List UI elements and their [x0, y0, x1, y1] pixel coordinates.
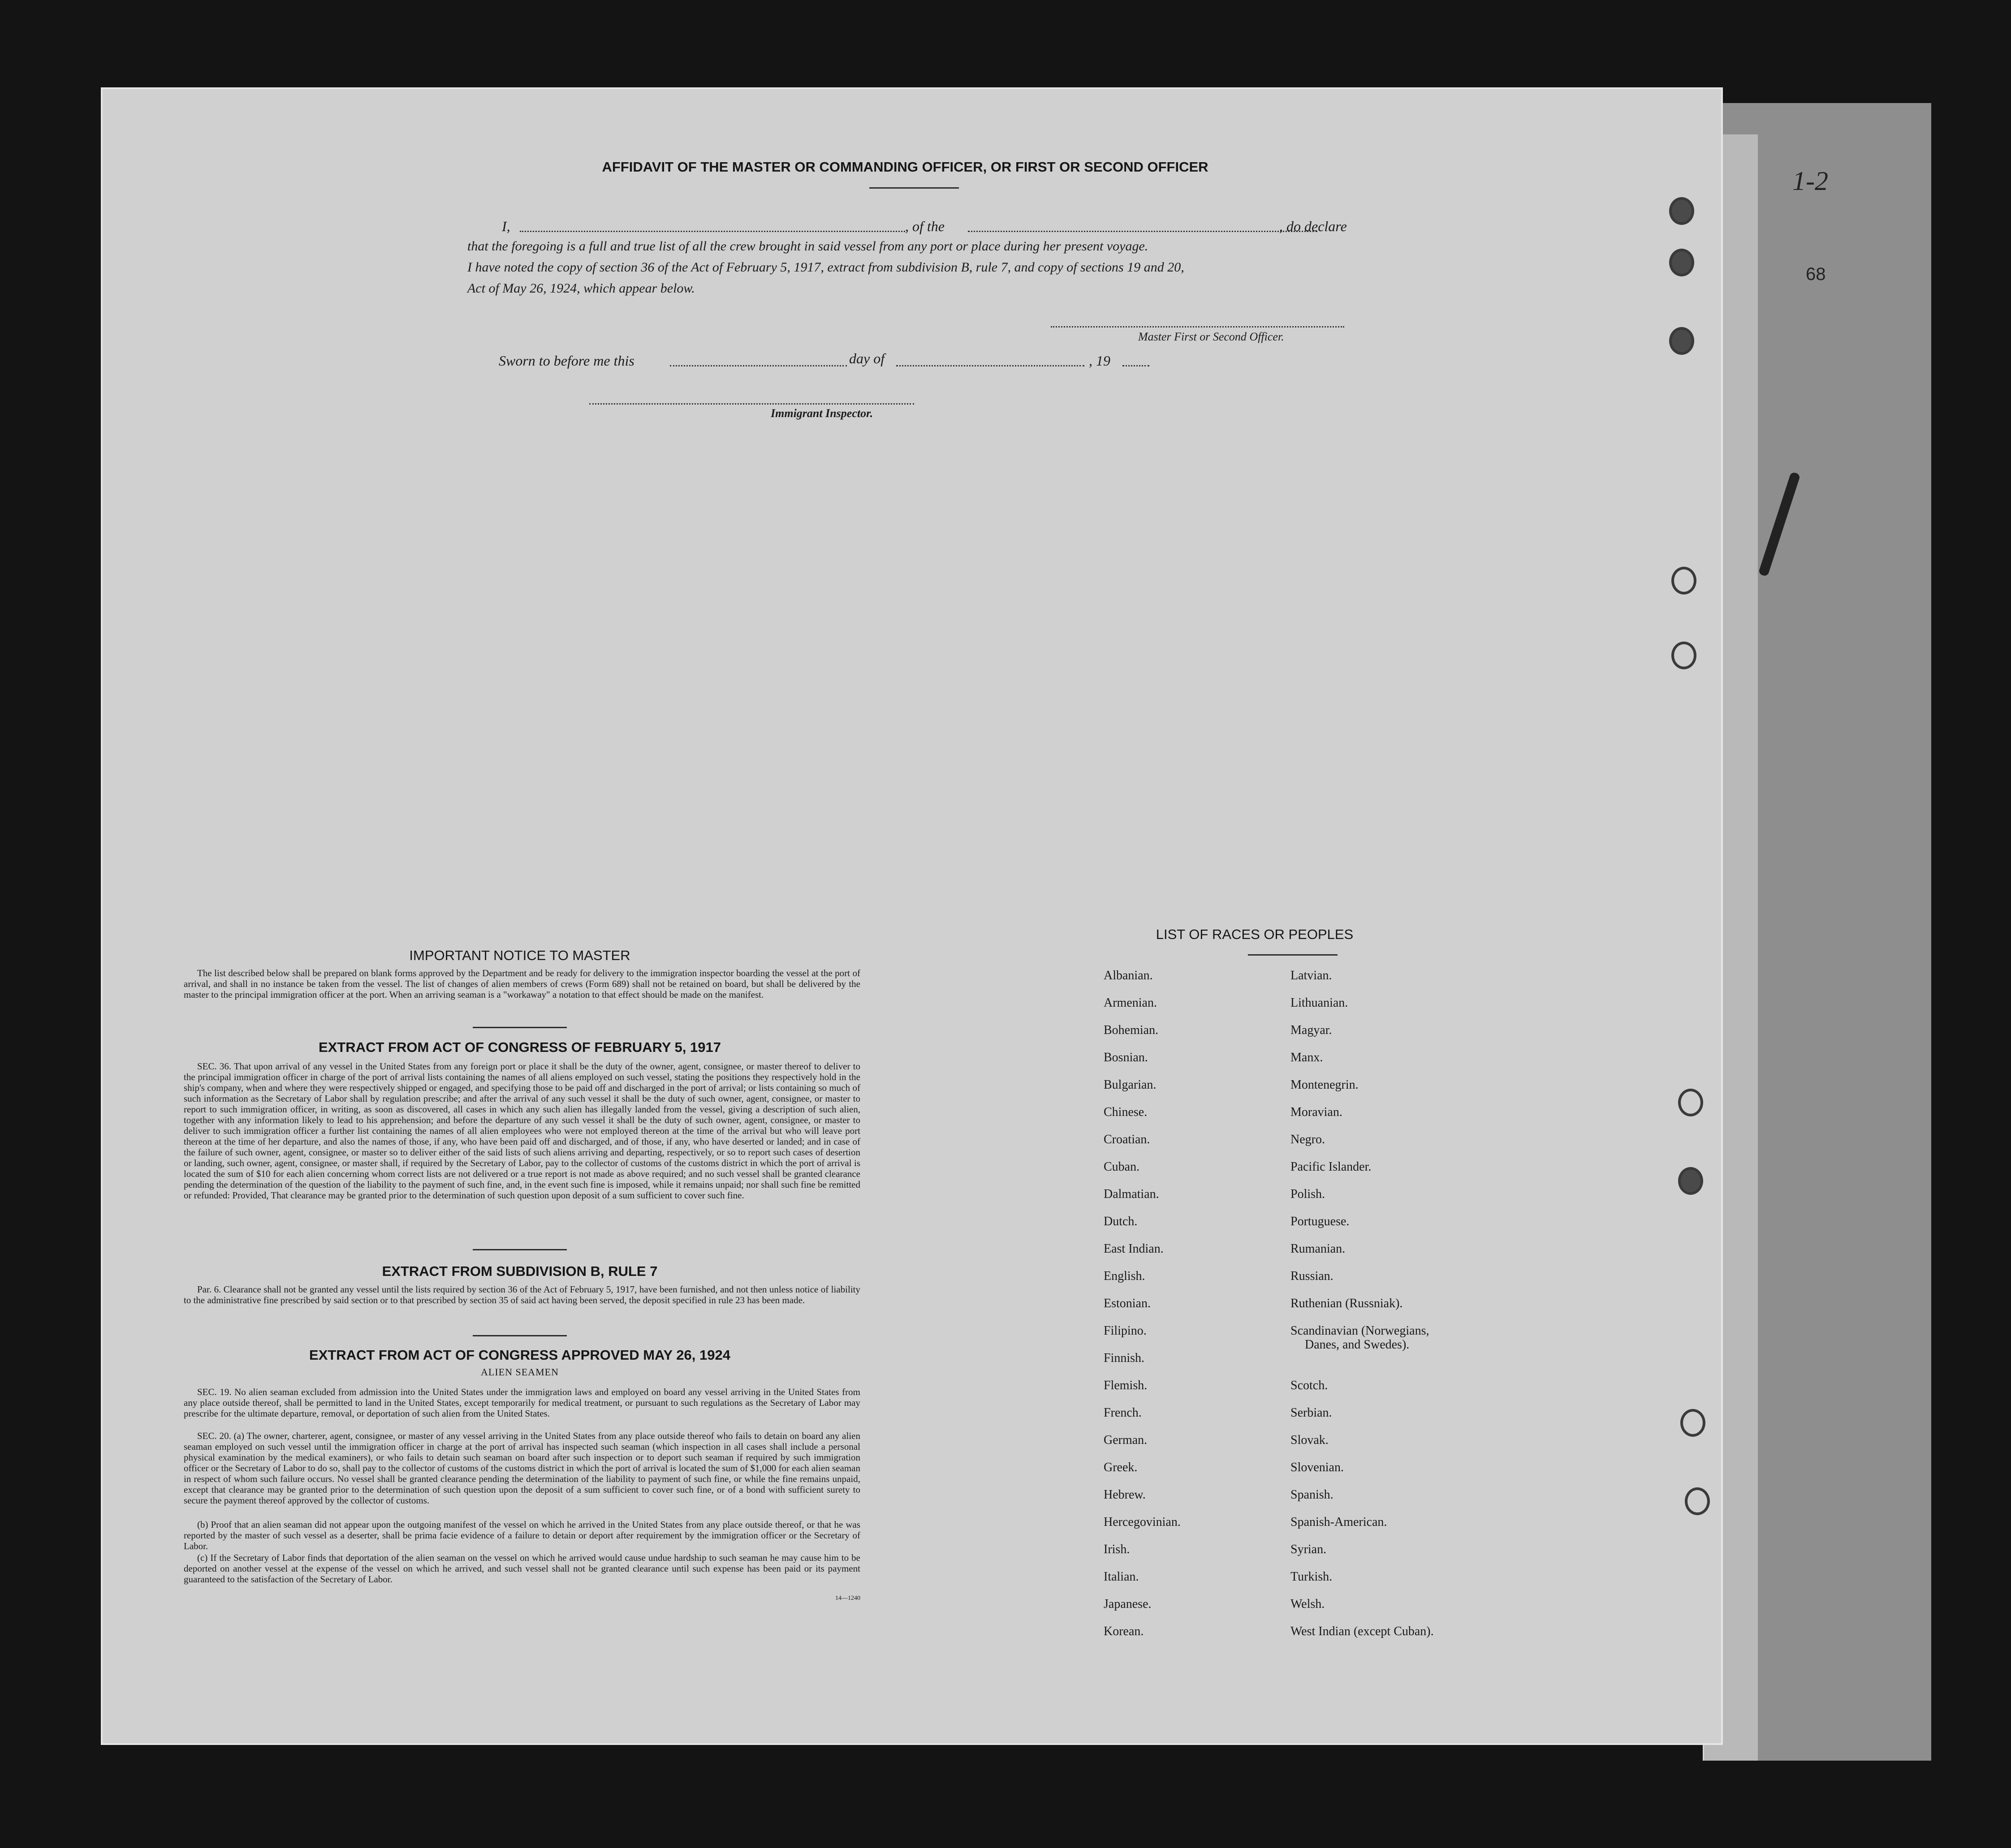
race-item: Hebrew. — [1104, 1488, 1146, 1502]
race-item: Pacific Islander. — [1290, 1160, 1372, 1174]
affidavit-line-3: I have noted the copy of section 36 of the Act of February 5, 1917, extract from subdivision B, rule 7, and copy of sections 19 and 20, — [467, 260, 1184, 275]
races-title: LIST OF RACES OR PEOPLES — [1156, 926, 1354, 942]
race-item: Japanese. — [1104, 1597, 1152, 1611]
race-item: Estonian. — [1104, 1297, 1151, 1310]
race-item: German. — [1104, 1433, 1148, 1447]
affidavit-i-label: I, — [502, 218, 510, 234]
race-item: Slovak. — [1290, 1433, 1329, 1447]
sworn-date-field[interactable] — [670, 365, 847, 366]
sec-20a-body: SEC. 20. (a) The owner, charterer, agent, consignee, or master of any vessel arriving in the United States from any place outside thereof who fails to detain on board any alien seaman employed on such vessel until the immigration officer in charge at the port of arrival has inspected such seaman (which inspection in all cases shall include a personal physical examination by the medical examiners), or who fails to detain such seaman on board after such inspection or to deport such seaman if required by such immigration officer or the Secretary of Labor to do so, shall pay to the collector of customs of the customs district in which the port of arrival is located the sum of $1,000 for each alien seaman in respect of whom such failure occurs. No vessel shall be granted clearance pending the determination of the liability to payment of such fine, or while the fine remains unpaid, except that clearance may be granted prior to the determination of such question upon the deposit of a sum sufficient to cover such fine, or of a bond with sufficient surety to secure the payment thereof approved by the collector of customs. — [184, 1430, 860, 1506]
race-item: Moravian. — [1290, 1105, 1342, 1119]
section-rule — [473, 1249, 567, 1250]
affidavit-title: AFFIDAVIT OF THE MASTER OR COMMANDING OFFICER, OR FIRST OR SECOND OFFICER — [602, 159, 1208, 175]
race-item: French. — [1104, 1406, 1142, 1420]
race-item: Negro. — [1290, 1133, 1325, 1146]
race-item: Ruthenian (Russniak). — [1290, 1297, 1403, 1310]
race-item: Latvian. — [1290, 969, 1332, 982]
race-item: English. — [1104, 1269, 1145, 1283]
race-item: Albanian. — [1104, 969, 1153, 982]
master-signature-label: Master First or Second Officer. — [1138, 330, 1284, 343]
race-item: Korean. — [1104, 1624, 1144, 1638]
race-item: Slovenian. — [1290, 1460, 1344, 1474]
affidavit-of-label: , of the — [905, 218, 945, 234]
alien-seamen-subtitle: ALIEN SEAMEN — [481, 1366, 559, 1378]
race-item: Italian. — [1104, 1570, 1139, 1584]
extract-1917-body: SEC. 36. That upon arrival of any vessel in the United States from any foreign port or place it shall be the duty of the owner, agent, consignee, or master thereof to deliver to the principal immigration officer in charge of the port of arrival lists containing the names of all aliens employed on such vessel, stating the positions they respectively hold in the ship's company, when and where they were respectively shipped or engaged, and specifying those to be paid off and discharged in the port of arrival; or lists containing so much of such information as the Secretary of Labor shall by regulation prescribe; and after the arrival of any such vessel it shall be the duty of such owner, agent, consignee, or master to report to such immigration officer, in writing, as soon as discovered, all cases in which any such alien has illegally landed from the vessel, giving a description of such alien, together with any information likely to lead to his apprehension; and before the departure of any such vessel it shall be the duty of such owner, agent, consignee, or master to deliver to such immigration officer a further list containing the names of all alien employees who were not employed thereon at the time of the arrival but who will leave port thereon at the time of her departure, and also the names of those, if any, who have been paid off and discharged, and of those, if any, who have deserted or landed; and in case of the failure of such owner, agent, consignee, or master so to deliver either of the said lists of such aliens arriving and departing, respectively, or so to report such cases of desertion or landing, such owner, agent, consignee, or master shall, if required by the Secretary of Labor, pay to the collector of customs of the customs district in which the port of arrival is located the sum of $10 for each alien concerning whom correct lists are not delivered or a true report is not made as above required; and no such vessel shall be granted clearance pending the determination of the question of the liability to the payment of such fine, and, in the event such fine is imposed, while it remains unpaid; nor shall such fine be remitted or refunded: Provided, That clearance may be granted prior to the determination of such question upon deposit of a sum sufficient to cover such fine. — [184, 1061, 860, 1201]
race-item: Manx. — [1290, 1051, 1323, 1064]
race-item: Portuguese. — [1290, 1215, 1350, 1228]
affidavit-line-4: Act of May 26, 1924, which appear below. — [467, 281, 695, 296]
page-note-top-right: 1-2 — [1792, 166, 1828, 196]
sec-20b-body: (b) Proof that an alien seaman did not appear upon the outgoing manifest of the vessel on which he arrived in the United States from any place outside thereof, or that he was reported by the master of such vessel as a deserter, shall be prima facie evidence of a failure to detain or deport after requirement by the immigration officer or the Secretary of Labor. — [184, 1519, 860, 1551]
side-page-number: 68 — [1806, 264, 1826, 284]
race-item: Bohemian. — [1104, 1023, 1159, 1037]
race-item: Dutch. — [1104, 1215, 1138, 1228]
race-item: Greek. — [1104, 1460, 1138, 1474]
race-item: Magyar. — [1290, 1023, 1332, 1037]
race-item: Scandinavian (Norwegians, — [1290, 1324, 1429, 1338]
section-rule — [473, 1027, 567, 1028]
punch-hole — [1678, 1167, 1703, 1195]
punch-hole — [1680, 1409, 1705, 1437]
punch-hole — [1671, 642, 1696, 669]
sworn-day-label: day of — [849, 350, 885, 366]
vessel-name-field[interactable] — [968, 231, 1317, 232]
race-item: Finnish. — [1104, 1351, 1145, 1365]
section-rule — [473, 1335, 567, 1336]
master-name-field[interactable] — [520, 231, 905, 232]
race-item: Dalmatian. — [1104, 1187, 1159, 1201]
race-item: Irish. — [1104, 1542, 1130, 1556]
punch-hole — [1669, 197, 1694, 225]
notice-body: The list described below shall be prepared on blank forms approved by the Department and be ready for delivery to the immigration inspector boarding the vessel at the port of arrival, and shall in no instance be taken from the vessel. The list of changes of alien members of crews (Form 689) shall not be retained on board, but shall be delivered by the master to the principal immigration officer at the port. When an arriving seaman is a "workaway" a notation to that effect should be made on the manifest. — [184, 968, 860, 1000]
race-item: Syrian. — [1290, 1542, 1327, 1556]
affidavit-line-2: that the foregoing is a full and true list of all the crew brought in said vessel from any port or place during her present voyage. — [467, 239, 1148, 254]
punch-hole — [1685, 1487, 1710, 1515]
race-item: Filipino. — [1104, 1324, 1147, 1338]
sec-19-body: SEC. 19. No alien seaman excluded from admission into the United States under the immigration laws and employed on board any vessel arriving in the United States from any place outside thereof, shall be permitted to land in the United States, except temporarily for medical treatment, or pursuant to such regulations as the Secretary of Labor may prescribe for the ultimate departure, removal, or deportation of such alien from the United States. — [184, 1387, 860, 1419]
race-item: Cuban. — [1104, 1160, 1140, 1174]
race-item: Hercegovinian. — [1104, 1515, 1181, 1529]
subdivision-title: EXTRACT FROM SUBDIVISION B, RULE 7 — [382, 1263, 658, 1279]
race-item: Welsh. — [1290, 1597, 1325, 1611]
sec-20c-body: (c) If the Secretary of Labor finds that deportation of the alien seaman on the vessel on which he arrived would cause undue hardship to such seaman he may cause him to be deported on another vessel at the expense of the vessel on which he arrived, and such vessel shall not be granted clearance until such expense has been paid or its payment guaranteed to the satisfaction of the Secretary of Labor. — [184, 1552, 860, 1585]
race-item: Armenian. — [1104, 996, 1157, 1010]
race-item: Turkish. — [1290, 1570, 1333, 1584]
form-number: 14—1240 — [835, 1595, 860, 1602]
subdivision-body: Par. 6. Clearance shall not be granted any vessel until the lists required by section 36 of the Act of February 5, 1917, have been furnished, and not then unless notice of liability to the administrative fine prescribed by said section or to that prescribed by section 35 of said act having been served, the deposit specified in rule 23 has been made. — [184, 1284, 860, 1305]
race-item: Danes, and Swedes). — [1305, 1337, 1410, 1352]
notice-title: IMPORTANT NOTICE TO MASTER — [409, 948, 630, 963]
race-item: Flemish. — [1104, 1378, 1148, 1392]
sworn-year-field[interactable] — [1122, 365, 1149, 366]
race-item: Bulgarian. — [1104, 1078, 1157, 1092]
race-item: Polish. — [1290, 1187, 1325, 1201]
master-signature-field[interactable] — [1051, 326, 1344, 327]
race-item: Serbian. — [1290, 1406, 1332, 1420]
race-item: Bosnian. — [1104, 1051, 1148, 1064]
affidavit-declare-label: , do declare — [1279, 218, 1347, 234]
race-item: Spanish. — [1290, 1488, 1333, 1502]
punch-hole — [1669, 327, 1694, 355]
sworn-label: Sworn to before me this — [499, 353, 634, 369]
inspector-label: Immigrant Inspector. — [771, 407, 873, 420]
race-item: Croatian. — [1104, 1133, 1150, 1146]
sworn-month-field[interactable] — [896, 365, 1084, 366]
extract-1917-title: EXTRACT FROM ACT OF CONGRESS OF FEBRUARY 5, 1917 — [319, 1039, 721, 1055]
race-item: Rumanian. — [1290, 1242, 1346, 1256]
punch-hole — [1669, 249, 1694, 276]
race-item: Montenegrin. — [1290, 1078, 1359, 1092]
punch-hole — [1678, 1089, 1703, 1116]
races-title-rule — [1248, 954, 1338, 956]
extract-1924-title: EXTRACT FROM ACT OF CONGRESS APPROVED MAY 26, 1924 — [309, 1347, 730, 1363]
race-item: Lithuanian. — [1290, 996, 1348, 1010]
race-item: Scotch. — [1290, 1378, 1328, 1392]
affidavit-title-rule — [869, 187, 959, 189]
race-item: Spanish-American. — [1290, 1515, 1387, 1529]
race-item: West Indian (except Cuban). — [1290, 1624, 1434, 1638]
race-item: East Indian. — [1104, 1242, 1164, 1256]
punch-hole — [1671, 567, 1696, 594]
race-item: Chinese. — [1104, 1105, 1148, 1119]
race-item: Russian. — [1290, 1269, 1333, 1283]
inspector-signature-field[interactable] — [589, 403, 914, 405]
sworn-year-label: , 19 — [1089, 353, 1110, 369]
